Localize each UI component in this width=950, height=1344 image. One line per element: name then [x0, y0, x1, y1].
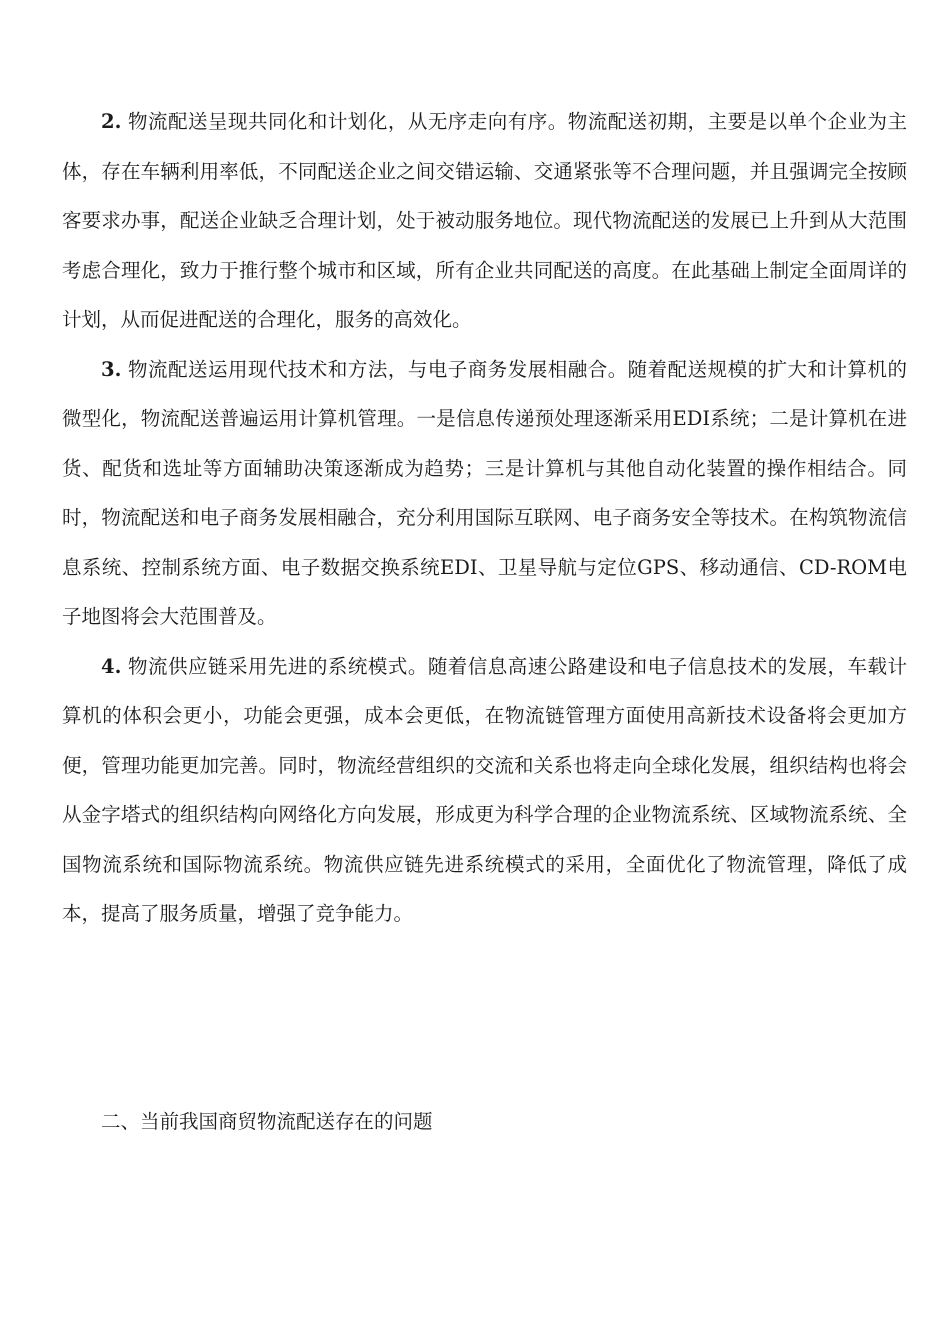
paragraph-text: 物流配送运用现代技术和方法，与电子商务发展相融合。随着配送规模的扩大和计算机的微型化，物流配送普遍运用计算机管理。一是信息传递预处理逐渐采用EDI系统；二是计算机在进货、配货和选址等方面辅助决策逐渐成为趋势；三是计算机与其他自动化装置的操作相结合。同时，物流配送和电子商务发展相融合，充分利用国际互联网、电子商务安全等技术。在构筑物流信息系统、控制系统方面、电子数据交换系统EDI、卫星导航与定位GPS、移动通信、CD-ROM电子地图将会大范围普及。 [62, 357, 907, 628]
paragraph-text: 物流供应链采用先进的系统模式。随着信息高速公路建设和电子信息技术的发展，车载计算机的体积会更小，功能会更强，成本会更低，在物流链管理方面使用高新技术设备将会更加方便，管理功能更加完善。同时，物流经营组织的交流和关系也将走向全球化发展，组织结构也将会从金字塔式的组织结构向网络化方向发展，形成更为科学合理的企业物流系统、区域物流系统、全国物流系统和国际物流系统。物流供应链先进系统模式的采用，全面优化了物流管理，降低了成本，提高了服务质量，增强了竞争能力。 [62, 654, 907, 925]
paragraph-4 [62, 642, 907, 939]
paragraph-number: 2. [101, 110, 122, 133]
paragraph-number: 3. [101, 357, 122, 381]
paragraph-2 [62, 97, 907, 345]
paragraph-3 [62, 345, 907, 642]
section-heading: 二、当前我国商贸物流配送存在的问题 [101, 1110, 433, 1133]
paragraph-number: 4. [101, 654, 122, 678]
document-body [62, 97, 907, 939]
paragraph-text: 物流配送呈现共同化和计划化，从无序走向有序。物流配送初期，主要是以单个企业为主体，存在车辆利用率低，不同配送企业之间交错运输、交通紧张等不合理问题，并且强调完全按顾客要求办事，配送企业缺乏合理计划，处于被动服务地位。现代物流配送的发展已上升到从大范围考虑合理化，致力于推行整个城市和区域，所有企业共同配送的高度。在此基础上制定全面周详的计划，从而促进配送的合理化，服务的高效化。 [62, 110, 907, 331]
